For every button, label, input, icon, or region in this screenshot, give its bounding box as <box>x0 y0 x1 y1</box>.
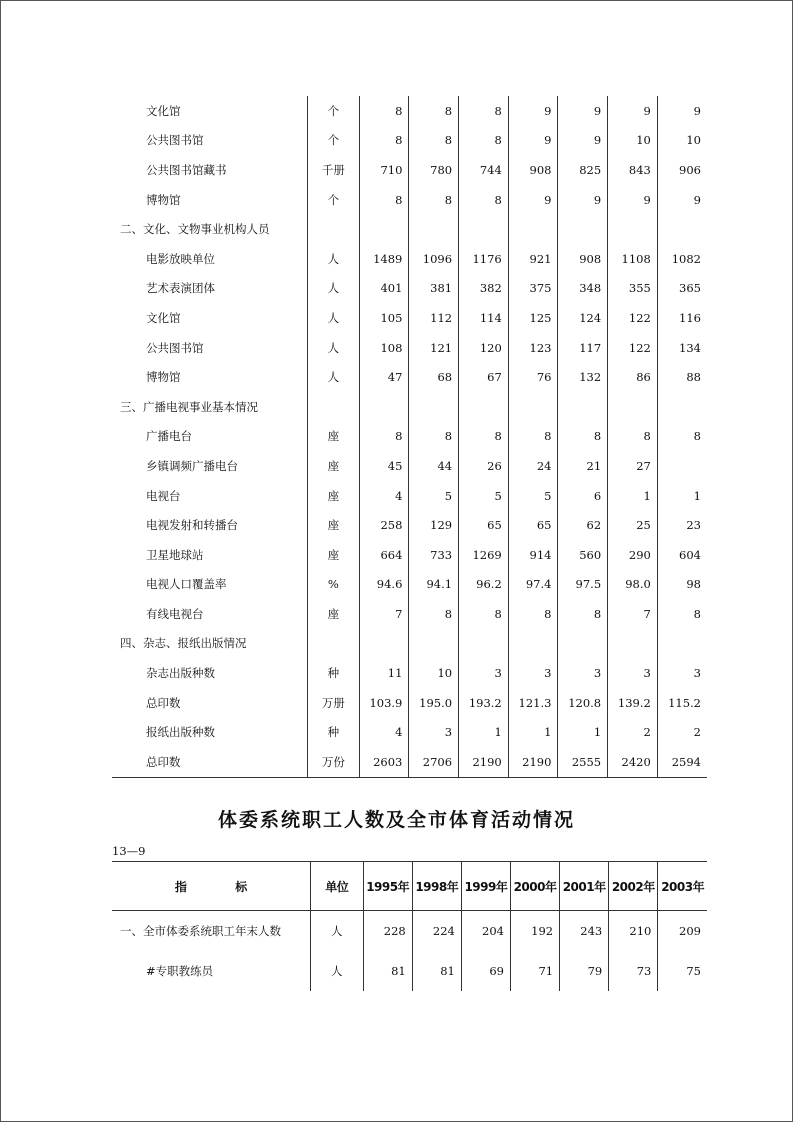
row-value: 9 <box>508 96 558 126</box>
row-value: 3 <box>558 658 608 688</box>
row-value: 62 <box>558 510 608 540</box>
row-value: 23 <box>686 518 701 533</box>
row-label: 公共图书馆藏书 <box>146 162 227 177</box>
row-value: 10 <box>608 126 658 156</box>
row-value: 825 <box>558 155 608 185</box>
row-unit: 种 <box>307 717 359 747</box>
row-label: 乡镇调频广播电台 <box>146 458 238 473</box>
row-value: 355 <box>608 274 658 304</box>
row-label: 博物馆 <box>146 192 181 207</box>
row-unit: 人 <box>307 333 359 363</box>
row-value <box>608 214 658 244</box>
row-unit: 个 <box>307 126 359 156</box>
row-unit: 人 <box>311 951 364 991</box>
row-value: 96.2 <box>459 570 509 600</box>
row-label: 总印数 <box>146 695 181 710</box>
row-value: 1 <box>459 717 509 747</box>
row-value: 71 <box>510 951 559 991</box>
row-value: 209 <box>679 924 701 938</box>
row-value: 116 <box>679 310 701 325</box>
table-row <box>112 362 707 392</box>
row-value: 114 <box>459 303 509 333</box>
row-value: 45 <box>359 451 409 481</box>
row-unit <box>307 214 359 244</box>
row-label: 艺术表演团体 <box>146 281 215 296</box>
table-row <box>112 658 707 688</box>
row-value: 1108 <box>608 244 658 274</box>
year-header: 2003年 <box>658 862 707 911</box>
row-value: 81 <box>412 951 461 991</box>
year-header: 2001年 <box>560 862 609 911</box>
row-value: 9 <box>558 126 608 156</box>
row-value: 121 <box>409 333 459 363</box>
row-value: 3 <box>409 717 459 747</box>
row-value: 105 <box>359 303 409 333</box>
row-value: 8 <box>359 422 409 452</box>
row-value: 560 <box>558 540 608 570</box>
table-row <box>112 481 707 511</box>
row-value: 1096 <box>409 244 459 274</box>
row-value: 1 <box>508 717 558 747</box>
row-value: 8 <box>693 429 701 444</box>
row-value: 348 <box>558 274 608 304</box>
row-value: 120.8 <box>558 688 608 718</box>
row-value: 8 <box>409 126 459 156</box>
row-value: 76 <box>508 362 558 392</box>
year-header: 1998年 <box>412 862 461 911</box>
row-value <box>459 629 509 659</box>
row-value <box>608 629 658 659</box>
row-value: 2 <box>608 717 658 747</box>
row-value: 2 <box>693 725 701 740</box>
row-value: 9 <box>558 96 608 126</box>
row-value: 8 <box>409 422 459 452</box>
row-value: 112 <box>409 303 459 333</box>
row-value: 258 <box>359 510 409 540</box>
row-value: 97.5 <box>558 570 608 600</box>
row-unit: % <box>307 570 359 600</box>
row-label: 广播电台 <box>146 429 192 444</box>
row-value: 2555 <box>558 747 608 777</box>
row-value: 3 <box>608 658 658 688</box>
row-value: 908 <box>558 244 608 274</box>
row-value: 103.9 <box>359 688 409 718</box>
indicator-header <box>112 862 311 911</box>
row-label: 有线电视台 <box>146 606 204 621</box>
row-label: 电影放映单位 <box>146 251 215 266</box>
row-value: 27 <box>608 451 658 481</box>
row-value <box>657 451 707 481</box>
table-row <box>112 422 707 452</box>
row-value <box>558 629 608 659</box>
table-row <box>112 510 707 540</box>
table-row <box>112 155 707 185</box>
row-value: 25 <box>608 510 658 540</box>
row-value: 8 <box>693 606 701 621</box>
row-value: 5 <box>508 481 558 511</box>
row-value: 8 <box>359 126 409 156</box>
row-value: 195.0 <box>409 688 459 718</box>
row-value <box>359 629 409 659</box>
row-value: 9 <box>608 185 658 215</box>
row-label: 文化馆 <box>146 103 181 118</box>
row-value <box>459 214 509 244</box>
row-value: 79 <box>560 951 609 991</box>
row-value: 98 <box>686 577 701 592</box>
row-value <box>508 214 558 244</box>
row-value: 5 <box>459 481 509 511</box>
table-row <box>112 392 707 422</box>
row-value: 47 <box>359 362 409 392</box>
row-value: 210 <box>609 911 658 952</box>
row-value: 8 <box>409 185 459 215</box>
row-value <box>508 392 558 422</box>
row-value: 9 <box>508 126 558 156</box>
row-value <box>558 392 608 422</box>
row-value: 69 <box>461 951 510 991</box>
row-value: 97.4 <box>508 570 558 600</box>
table-row <box>112 911 707 952</box>
row-value: 8 <box>608 422 658 452</box>
row-value: 8 <box>459 96 509 126</box>
row-label: 博物馆 <box>146 370 181 385</box>
row-value: 780 <box>409 155 459 185</box>
row-value: 290 <box>608 540 658 570</box>
row-value <box>409 629 459 659</box>
row-value: 1082 <box>671 251 701 266</box>
row-value: 122 <box>608 303 658 333</box>
table-header-row <box>112 862 707 911</box>
row-value: 26 <box>459 451 509 481</box>
row-value: 224 <box>412 911 461 952</box>
sports-statistics-table <box>112 861 707 991</box>
row-value: 9 <box>693 192 701 207</box>
indicator-header-char-1: 指 <box>174 879 187 894</box>
row-value: 9 <box>558 185 608 215</box>
row-value: 744 <box>459 155 509 185</box>
row-unit: 万册 <box>307 688 359 718</box>
row-value: 1 <box>558 717 608 747</box>
row-value: 7 <box>359 599 409 629</box>
row-value: 122 <box>608 333 658 363</box>
table-row <box>112 126 707 156</box>
table-row <box>112 570 707 600</box>
row-unit: 座 <box>307 422 359 452</box>
row-value <box>409 392 459 422</box>
table-row <box>112 303 707 333</box>
row-value: 115.2 <box>668 695 701 710</box>
row-unit: 座 <box>307 451 359 481</box>
row-value: 843 <box>608 155 658 185</box>
row-value: 8 <box>459 422 509 452</box>
row-unit: 个 <box>307 185 359 215</box>
row-value: 134 <box>679 340 701 355</box>
row-unit: 座 <box>307 510 359 540</box>
row-value: 132 <box>558 362 608 392</box>
indicator-header-char-2: 标 <box>235 879 248 894</box>
row-value: 65 <box>508 510 558 540</box>
row-unit: 万份 <box>307 747 359 777</box>
row-value: 1489 <box>359 244 409 274</box>
section-title: 体委系统职工人数及全市体育活动情况 <box>217 809 575 831</box>
row-label: 电视人口覆盖率 <box>146 577 227 592</box>
row-value: 906 <box>679 162 701 177</box>
table-row <box>112 629 707 659</box>
row-value <box>608 392 658 422</box>
row-unit: 人 <box>307 362 359 392</box>
row-label: 总印数 <box>146 754 181 769</box>
row-value: 123 <box>508 333 558 363</box>
row-value: 204 <box>461 911 510 952</box>
row-value: 382 <box>459 274 509 304</box>
row-label: 公共图书馆 <box>146 133 204 148</box>
row-value: 1269 <box>459 540 509 570</box>
row-value: 7 <box>608 599 658 629</box>
row-value: 8 <box>409 599 459 629</box>
row-value: 10 <box>686 133 701 148</box>
row-value: 94.1 <box>409 570 459 600</box>
row-value: 1176 <box>459 244 509 274</box>
row-value: 73 <box>609 951 658 991</box>
row-value: 8 <box>558 422 608 452</box>
row-label: 报纸出版种数 <box>146 725 215 740</box>
row-unit: 千册 <box>307 155 359 185</box>
row-value <box>508 629 558 659</box>
row-value: 11 <box>359 658 409 688</box>
row-value: 88 <box>686 370 701 385</box>
row-value: 381 <box>409 274 459 304</box>
row-label: 二、文化、文物事业机构人员 <box>120 222 270 237</box>
row-value: 401 <box>359 274 409 304</box>
row-value: 4 <box>359 717 409 747</box>
row-unit <box>307 629 359 659</box>
row-value: 9 <box>693 103 701 118</box>
row-value: 124 <box>558 303 608 333</box>
table-row <box>112 540 707 570</box>
row-value: 8 <box>359 96 409 126</box>
row-value: 710 <box>359 155 409 185</box>
table-row <box>112 451 707 481</box>
row-value: 1 <box>608 481 658 511</box>
row-value: 94.6 <box>359 570 409 600</box>
row-label: 四、杂志、报纸出版情况 <box>120 636 247 651</box>
row-value: 8 <box>508 422 558 452</box>
row-value: 4 <box>359 481 409 511</box>
row-value: 24 <box>508 451 558 481</box>
row-unit: 种 <box>307 658 359 688</box>
row-value <box>359 392 409 422</box>
row-value: 3 <box>459 658 509 688</box>
row-value <box>558 214 608 244</box>
row-value: 139.2 <box>608 688 658 718</box>
table-row <box>112 185 707 215</box>
row-value: 9 <box>508 185 558 215</box>
row-value: 67 <box>459 362 509 392</box>
row-unit: 人 <box>307 274 359 304</box>
row-value: 98.0 <box>608 570 658 600</box>
row-value: 375 <box>508 274 558 304</box>
row-value <box>359 214 409 244</box>
row-value: 921 <box>508 244 558 274</box>
row-value: 5 <box>409 481 459 511</box>
row-value: 2603 <box>359 747 409 777</box>
row-label: 电视台 <box>146 488 181 503</box>
row-value: 81 <box>363 951 412 991</box>
row-value: 3 <box>693 666 701 681</box>
row-value: 365 <box>679 281 701 296</box>
table-row <box>112 747 707 777</box>
row-value: 6 <box>558 481 608 511</box>
row-value: 121.3 <box>508 688 558 718</box>
row-value: 1 <box>693 488 701 503</box>
table-row <box>112 717 707 747</box>
row-label: 三、广播电视事业基本情况 <box>120 399 258 414</box>
row-value: 8 <box>409 96 459 126</box>
row-value: 2420 <box>608 747 658 777</box>
row-label: #专职教练员 <box>146 964 214 978</box>
row-value: 10 <box>409 658 459 688</box>
row-value: 8 <box>459 126 509 156</box>
table-row <box>112 333 707 363</box>
row-value: 908 <box>508 155 558 185</box>
row-value: 2594 <box>671 754 701 769</box>
row-value: 117 <box>558 333 608 363</box>
row-label: 公共图书馆 <box>146 340 204 355</box>
row-label: 电视发射和转播台 <box>146 518 238 533</box>
row-value: 21 <box>558 451 608 481</box>
row-value: 8 <box>459 185 509 215</box>
row-label: 文化馆 <box>146 310 181 325</box>
row-unit: 人 <box>307 244 359 274</box>
row-value: 193.2 <box>459 688 509 718</box>
row-value: 9 <box>608 96 658 126</box>
table-row <box>112 599 707 629</box>
row-value: 44 <box>409 451 459 481</box>
row-value: 8 <box>459 599 509 629</box>
table-row <box>112 96 707 126</box>
row-value: 228 <box>363 911 412 952</box>
culture-statistics-table <box>112 96 707 778</box>
row-value: 68 <box>409 362 459 392</box>
row-value: 243 <box>560 911 609 952</box>
row-value: 125 <box>508 303 558 333</box>
row-value: 86 <box>608 362 658 392</box>
table-row <box>112 951 707 991</box>
table-row <box>112 244 707 274</box>
row-unit: 个 <box>307 96 359 126</box>
row-value: 664 <box>359 540 409 570</box>
row-label: 杂志出版种数 <box>146 666 215 681</box>
row-unit: 座 <box>307 540 359 570</box>
row-value <box>459 392 509 422</box>
row-value: 8 <box>558 599 608 629</box>
row-value: 75 <box>686 964 701 978</box>
row-value: 108 <box>359 333 409 363</box>
table-row <box>112 688 707 718</box>
year-header: 1995年 <box>363 862 412 911</box>
row-unit: 座 <box>307 481 359 511</box>
row-unit: 座 <box>307 599 359 629</box>
row-value: 192 <box>510 911 559 952</box>
row-value <box>657 214 707 244</box>
row-unit <box>307 392 359 422</box>
row-value: 8 <box>359 185 409 215</box>
row-value: 8 <box>508 599 558 629</box>
row-label: 一、全市体委系统职工年末人数 <box>120 924 281 938</box>
year-header: 2002年 <box>609 862 658 911</box>
table-row <box>112 214 707 244</box>
unit-header: 单位 <box>311 862 364 911</box>
table-code: 13—9 <box>112 844 146 858</box>
row-value: 733 <box>409 540 459 570</box>
row-value: 65 <box>459 510 509 540</box>
year-header: 1999年 <box>461 862 510 911</box>
table-row <box>112 274 707 304</box>
row-label: 卫星地球站 <box>146 547 204 562</box>
row-unit: 人 <box>311 911 364 952</box>
row-value: 2190 <box>459 747 509 777</box>
row-value <box>409 214 459 244</box>
row-value: 604 <box>679 547 701 562</box>
row-value: 129 <box>409 510 459 540</box>
row-value: 120 <box>459 333 509 363</box>
year-header: 2000年 <box>510 862 559 911</box>
row-value: 914 <box>508 540 558 570</box>
row-value: 3 <box>508 658 558 688</box>
row-value: 2706 <box>409 747 459 777</box>
row-value: 2190 <box>508 747 558 777</box>
row-value <box>657 392 707 422</box>
row-unit: 人 <box>307 303 359 333</box>
row-value <box>657 629 707 659</box>
